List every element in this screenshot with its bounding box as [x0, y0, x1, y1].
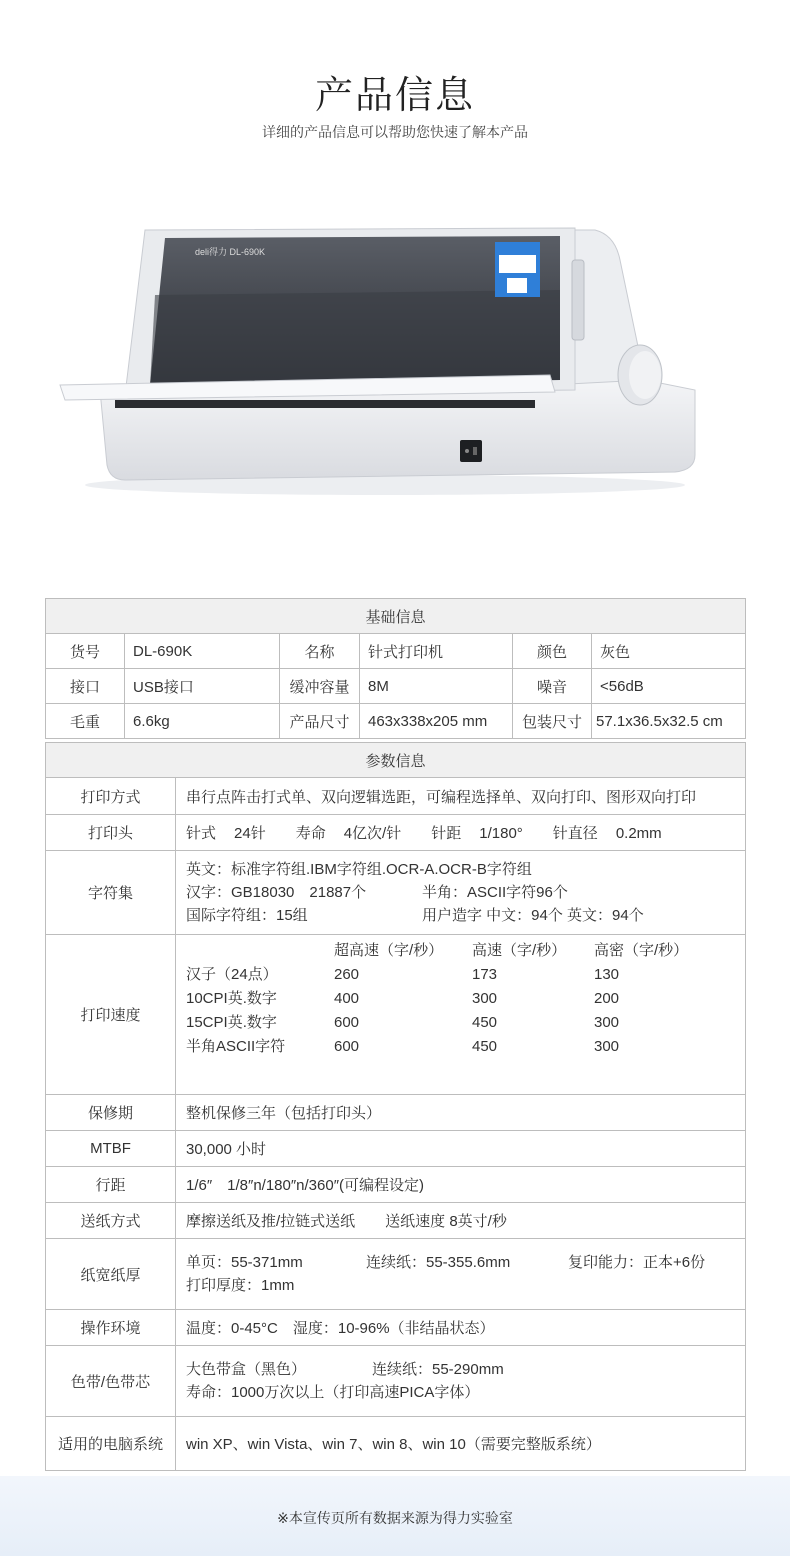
cell-value: 463x338x205 mm	[360, 704, 513, 739]
speed-cell: 600	[334, 1014, 360, 1031]
text: 英文：标准字符组.IBM字符组.OCR-A.OCR-B字符组	[186, 861, 532, 878]
cell-label: 包装尺寸	[513, 704, 592, 739]
text: 1/180°	[479, 825, 523, 842]
cell-value: 30,000 小时	[176, 1131, 746, 1167]
table-row	[46, 1310, 746, 1346]
cell-label: MTBF	[46, 1131, 176, 1167]
text: 24针	[234, 825, 266, 842]
cell-label: 字符集	[46, 851, 176, 935]
text: 针距	[431, 825, 462, 842]
speed-cell: 450	[472, 1038, 498, 1055]
cell-value: 灰色	[592, 634, 746, 669]
paper-value	[176, 1239, 746, 1310]
cell-label: 名称	[280, 634, 360, 669]
cell-label: 毛重	[46, 704, 125, 739]
cell-value: <56dB	[592, 669, 746, 704]
text: 连续纸：55-290mm	[372, 1361, 504, 1378]
text: 寿命：1000万次以上（打印高速PICA字体）	[186, 1384, 480, 1401]
speed-header: 高密（字/秒）	[594, 942, 689, 959]
cell-label: 噪音	[513, 669, 592, 704]
printer-brand-label: deli得力 DL-690K	[195, 247, 266, 257]
printer-image	[55, 200, 705, 500]
cell-label: 保修期	[46, 1095, 176, 1131]
text: 针直径	[552, 825, 598, 842]
speed-header: 超高速（字/秒）	[334, 942, 444, 959]
page-title: 产品信息	[314, 75, 475, 117]
cell-label: 缓冲容量	[280, 669, 360, 704]
table-row	[46, 1131, 746, 1167]
footer-note: ※本宣传页所有数据来源为得力实验室	[277, 1510, 513, 1526]
cell-value: 针式打印机	[360, 634, 513, 669]
text: 针式	[186, 825, 217, 842]
speed-cell: 半角ASCII字符	[186, 1038, 286, 1055]
speed-cell: 400	[334, 990, 360, 1007]
table-row	[46, 1346, 746, 1417]
speed-cell: 10CPI英.数字	[186, 990, 277, 1007]
speed-value	[176, 935, 746, 1095]
text: 4亿次/针	[343, 825, 402, 842]
speed-cell: 260	[334, 966, 360, 983]
speed-cell: 300	[472, 990, 498, 1007]
table-row	[46, 851, 746, 935]
ribbon-value	[176, 1346, 746, 1417]
page-subtitle: 详细的产品信息可以帮助您快速了解本产品	[262, 124, 528, 140]
speed-header	[186, 939, 334, 963]
cell-value: 整机保修三年（包括打印头）	[176, 1095, 746, 1131]
text: 寿命	[295, 825, 326, 842]
table-row	[46, 935, 746, 1095]
cell-value: 摩擦送纸及推/拉链式送纸 送纸速度 8英寸/秒	[176, 1203, 746, 1239]
table-row	[46, 1167, 746, 1203]
table-row	[46, 1417, 746, 1471]
print-head-value	[176, 815, 746, 851]
cell-label: 行距	[46, 1167, 176, 1203]
speed-cell: 200	[594, 990, 620, 1007]
cell-value: 1/6″ 1/8″n/180″n/360″(可编程设定)	[176, 1167, 746, 1203]
table-row	[46, 1095, 746, 1131]
cell-label: 色带/色带芯	[46, 1346, 176, 1417]
text: 用户造字 中文：94个 英文：94个	[422, 907, 644, 924]
text: 打印厚度：1mm	[186, 1277, 295, 1294]
text: 连续纸：55-355.6mm	[366, 1254, 511, 1271]
table-row	[46, 778, 746, 815]
speed-cell: 600	[334, 1038, 360, 1055]
cell-label: 产品尺寸	[280, 704, 360, 739]
cell-label: 打印速度	[46, 935, 176, 1095]
table-row	[46, 1239, 746, 1310]
speed-cell: 15CPI英.数字	[186, 1014, 277, 1031]
speed-header: 高速（字/秒）	[472, 942, 567, 959]
text: 半角：ASCII字符96个	[422, 884, 568, 901]
cell-value: 57.1x36.5x32.5 cm	[592, 704, 746, 739]
basic-section-title: 基础信息	[46, 599, 746, 634]
cell-label: 打印头	[46, 815, 176, 851]
table-row	[46, 669, 746, 704]
table-row	[46, 634, 746, 669]
basic-info-table	[45, 598, 746, 739]
speed-cell: 300	[594, 1014, 620, 1031]
speed-cell: 汉子（24点）	[186, 966, 278, 983]
params-section-title: 参数信息	[46, 743, 746, 778]
cell-value: win XP、win Vista、win 7、win 8、win 10（需要完整版系统）	[176, 1417, 746, 1471]
cell-label: 打印方式	[46, 778, 176, 815]
table-row	[46, 704, 746, 739]
speed-cell: 173	[472, 966, 498, 983]
text: 单页：55-371mm	[186, 1254, 303, 1271]
params-table	[45, 742, 746, 1471]
cell-label: 送纸方式	[46, 1203, 176, 1239]
cell-label: 货号	[46, 634, 125, 669]
cell-value: 8M	[360, 669, 513, 704]
cell-value: DL-690K	[125, 634, 280, 669]
charset-value	[176, 851, 746, 935]
cell-value: 串行点阵击打式单、双向逻辑选距，可编程选择单、双向打印、图形双向打印	[176, 778, 746, 815]
cell-label: 颜色	[513, 634, 592, 669]
cell-value: 温度：0-45°C 湿度：10-96%（非结晶状态）	[176, 1310, 746, 1346]
text: 大色带盒（黑色）	[186, 1361, 307, 1378]
cell-label: 操作环境	[46, 1310, 176, 1346]
text: 国际字符组：15组	[186, 907, 308, 924]
speed-cell: 130	[594, 966, 620, 983]
cell-label: 适用的电脑系统	[46, 1417, 176, 1471]
cell-label: 纸宽纸厚	[46, 1239, 176, 1310]
speed-cell: 300	[594, 1038, 620, 1055]
text: 汉字：GB18030 21887个	[186, 884, 367, 901]
cell-value: 6.6kg	[125, 704, 280, 739]
text: 0.2mm	[615, 825, 662, 842]
cell-label: 接口	[46, 669, 125, 704]
cell-value: USB接口	[125, 669, 280, 704]
table-row	[46, 1203, 746, 1239]
text: 复印能力：正本+6份	[568, 1254, 706, 1271]
speed-cell: 450	[472, 1014, 498, 1031]
table-row	[46, 815, 746, 851]
